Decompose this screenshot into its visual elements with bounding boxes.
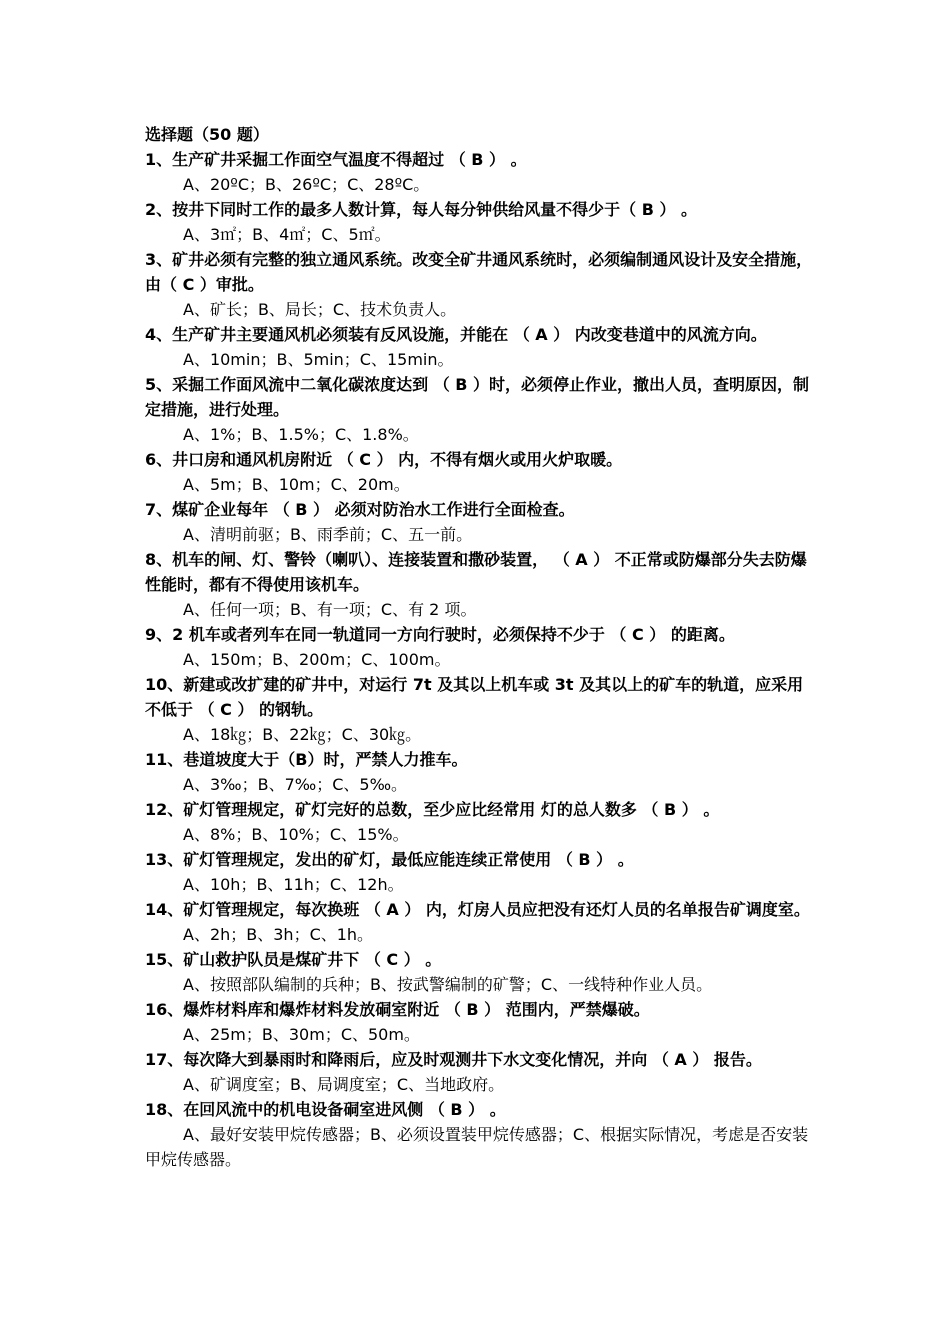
answer-options: A、8%；B、10%；C、15%。 bbox=[183, 825, 409, 844]
answer-options: A、按照部队编制的兵种；B、按武警编制的矿警；C、一线特种作业人员。 bbox=[183, 975, 713, 994]
question-text: 15、矿山救护队员是煤矿井下 （ C ） 。 bbox=[145, 950, 442, 969]
question-text: 12、矿灯管理规定，矿灯完好的总数，至少应比经常用 灯的总人数多 （ B ） 。 bbox=[145, 800, 720, 819]
question-text: 18、在回风流中的机电设备硐室进风侧 （ B ） 。 bbox=[145, 1100, 506, 1119]
question-text: 11、巷道坡度大于（B）时，严禁人力推车。 bbox=[145, 750, 468, 769]
question-text: 17、每次降大到暴雨时和降雨后，应及时观测井下水文变化情况，并向 （ A ） 报告。 bbox=[145, 1050, 762, 1069]
question-text: 7、煤矿企业每年 （ B ） 必须对防治水工作进行全面检查。 bbox=[145, 500, 575, 519]
question-text: 3、矿井必须有完整的独立通风系统。改变全矿井通风系统时，必须编制通风设计及安全措施，由（ C ）审批。 bbox=[145, 250, 813, 294]
answer-options: A、18㎏；B、22㎏；C、30㎏。 bbox=[183, 725, 422, 744]
answer-options: A、矿长；B、局长；C、技术负责人。 bbox=[183, 300, 457, 319]
question-text: 1、生产矿井采掘工作面空气温度不得超过 （ B ） 。 bbox=[145, 150, 527, 169]
question-text: 13、矿灯管理规定，发出的矿灯，最低应能连续正常使用 （ B ） 。 bbox=[145, 850, 634, 869]
answer-options: A、最好安装甲烷传感器；B、必须设置装甲烷传感器；C、根据实际情况，考虑是否安装甲烷传感器。 bbox=[145, 1125, 809, 1169]
question-text: 4、生产矿井主要通风机必须装有反风设施，并能在 （ A ） 内改变巷道中的风流方向。 bbox=[145, 325, 767, 344]
question-text: 14、矿灯管理规定，每次换班 （ A ） 内，灯房人员应把没有还灯人员的名单报告矿调度室。 bbox=[145, 900, 810, 919]
question-text: 5、采掘工作面风流中二氧化碳浓度达到 （ B ）时，必须停止作业，撤出人员，查明原因，制定措施，进行处理。 bbox=[145, 375, 810, 419]
answer-options: A、150m；B、200m；C、100m。 bbox=[183, 650, 451, 669]
answer-options: A、20ºC；B、26ºC；C、28ºC。 bbox=[183, 175, 430, 194]
answer-options: A、10min；B、5min；C、15min。 bbox=[183, 350, 454, 369]
document-page bbox=[145, 122, 813, 1172]
answer-options: A、10h；B、11h；C、12h。 bbox=[183, 875, 404, 894]
answer-options: A、2h；B、3h；C、1h。 bbox=[183, 925, 374, 944]
answer-options: A、任何一项；B、有一项；C、有 2 项。 bbox=[183, 600, 477, 619]
question-text: 6、井口房和通风机房附近 （ C ） 内，不得有烟火或用火炉取暖。 bbox=[145, 450, 623, 469]
answer-options: A、5m；B、10m；C、20m。 bbox=[183, 475, 410, 494]
question-text: 2、按井下同时工作的最多人数计算，每人每分钟供给风量不得少于（ B ） 。 bbox=[145, 200, 698, 219]
answer-options: A、3‰；B、7‰；C、5‰。 bbox=[183, 775, 408, 794]
question-text: 16、爆炸材料库和爆炸材料发放硐室附近 （ B ） 范围内，严禁爆破。 bbox=[145, 1000, 650, 1019]
question-text: 8、机车的闸、灯、警铃（喇叭）、连接装置和撒砂装置， （ A ） 不正常或防爆部分失去防爆性能时，都有不得使用该机车。 bbox=[145, 550, 807, 594]
answer-options: A、3㎡；B、4㎡；C、5㎡。 bbox=[183, 225, 391, 244]
question-text: 10、新建或改扩建的矿井中，对运行 7t 及其以上机车或 3t 及其以上的矿车的轨道，应采用不低于 （ C ） 的钢轨。 bbox=[145, 675, 804, 719]
section-title: 选择题（50 题） bbox=[145, 125, 269, 144]
answer-options: A、矿调度室；B、局调度室；C、当地政府。 bbox=[183, 1075, 505, 1094]
answer-options: A、清明前驱；B、雨季前；C、五一前。 bbox=[183, 525, 473, 544]
question-text: 9、2 机车或者列车在同一轨道同一方向行驶时，必须保持不少于 （ C ） 的距离。 bbox=[145, 625, 735, 644]
answer-options: A、25m；B、30m；C、50m。 bbox=[183, 1025, 420, 1044]
answer-options: A、1%；B、1.5%；C、1.8%。 bbox=[183, 425, 419, 444]
